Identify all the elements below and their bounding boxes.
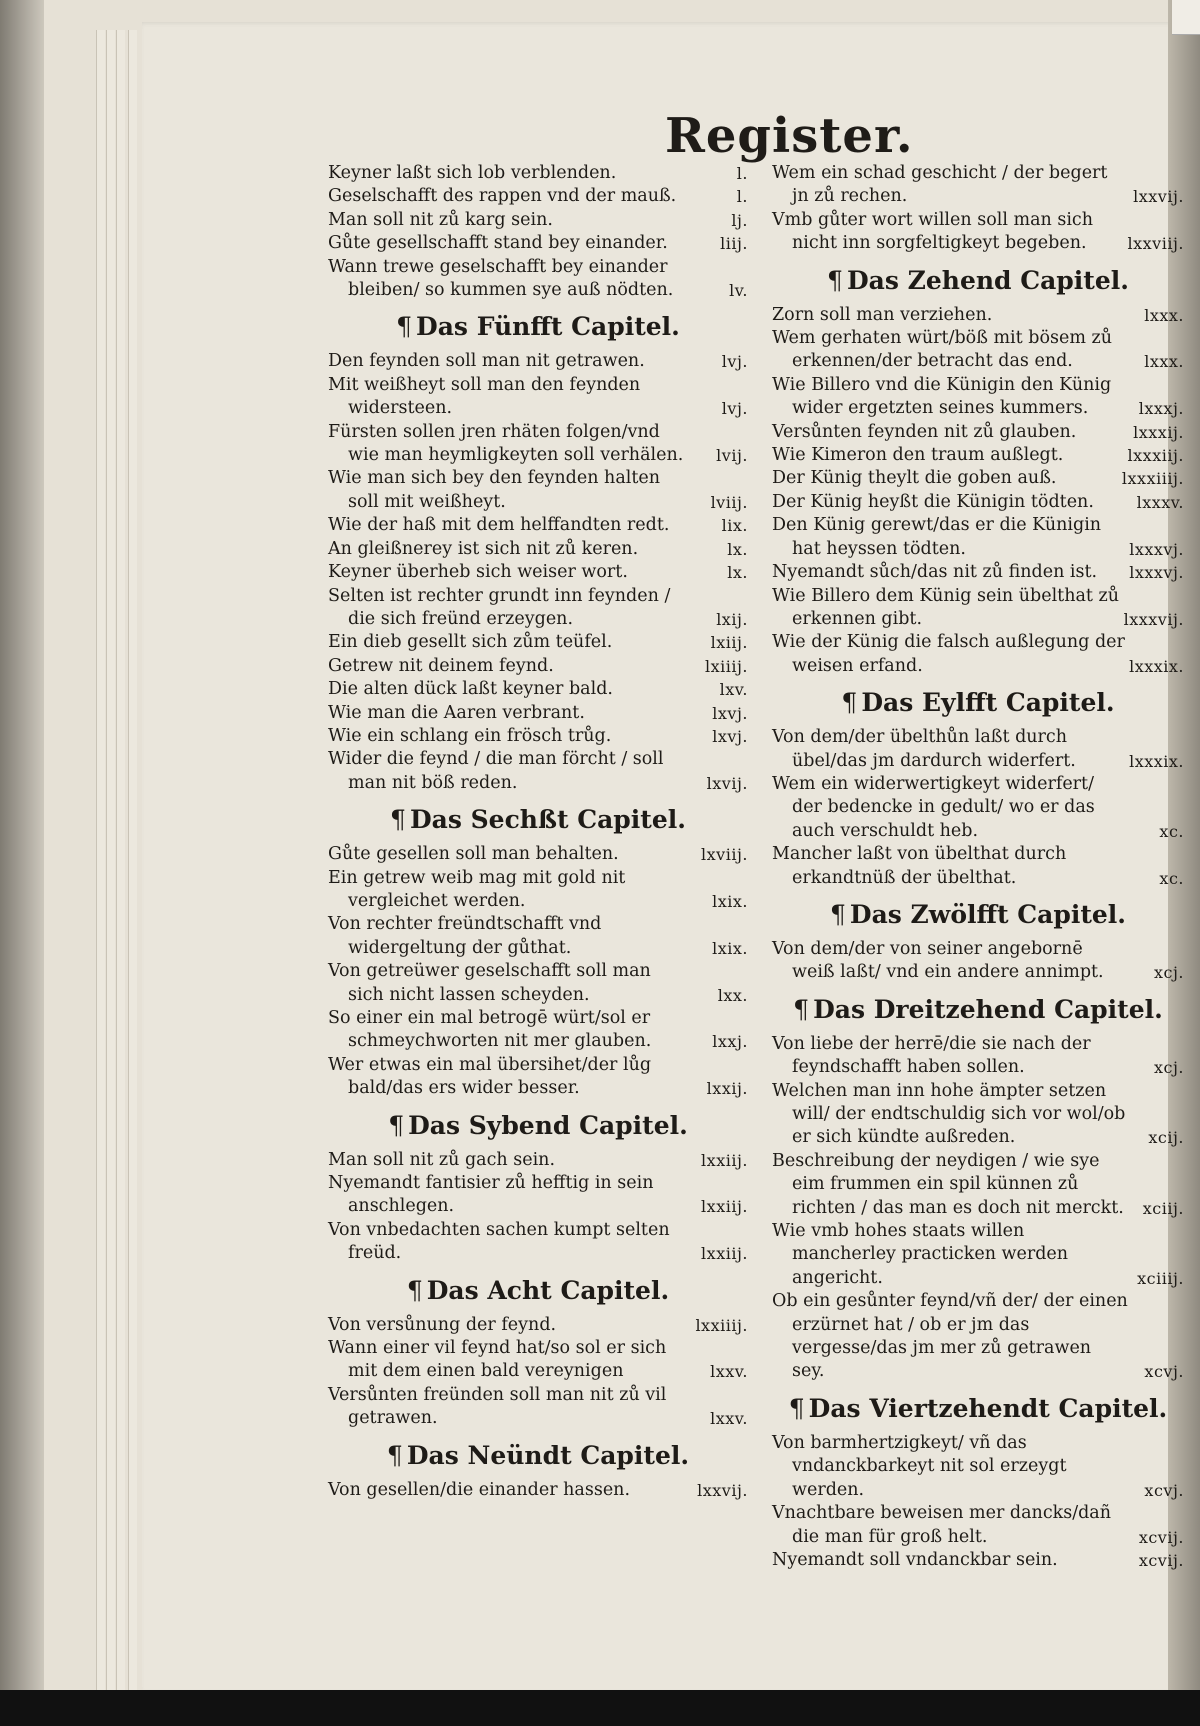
folio-number: lviij. (710, 492, 748, 512)
register-entry (328, 1314, 748, 1337)
entry-text: Nyemandt soll vndanckbar sein. (772, 1549, 1058, 1570)
entry-text: Wie der Künig die falsch außlegung der weisen erfand. (772, 632, 1125, 676)
folio-number: liij. (720, 234, 748, 254)
folio-number: lx. (727, 539, 748, 559)
chapter-heading (328, 1276, 748, 1305)
folio-number: xc. (1159, 821, 1184, 841)
entry-text: Wie ein schlang ein frösch trůg. (328, 725, 612, 746)
folio-number: xc. (1159, 868, 1184, 888)
register-entry (328, 867, 748, 914)
folio-number: lxviij. (701, 845, 748, 865)
leaf-edge (128, 30, 137, 1690)
entry-text: Wie Billero dem Künig sein übelthat zů erkennen gibt. (772, 585, 1119, 629)
register-entry (772, 561, 1184, 584)
entry-text: Fürsten sollen jren rhäten folgen/vnd wie man heymligkeyten soll verhälen. (328, 421, 684, 466)
folio-number: lxxij. (706, 1079, 748, 1099)
register-entry (328, 1479, 748, 1502)
register-entry (772, 514, 1184, 561)
entry-text: Die alten dück laßt keyner bald. (328, 679, 613, 700)
book-cover-edge (0, 0, 50, 1726)
leaf-edge (106, 30, 115, 1690)
register-entry (328, 185, 748, 208)
folio-number: lxxxix. (1129, 751, 1184, 771)
register-entry (772, 631, 1184, 678)
chapter-heading (772, 900, 1184, 929)
entry-text: Der Künig heyßt die Künigin tödten. (772, 491, 1094, 512)
folio-number: xcj. (1153, 1058, 1184, 1078)
entry-text: Versůnten freünden soll man nit zů vil getrawen. (328, 1384, 667, 1429)
folio-number: lxix. (712, 938, 748, 958)
chapter-heading-text: Das Viertzehendt Capitel. (808, 1393, 1168, 1423)
chapter-heading (328, 1441, 748, 1470)
entry-text: Wider die feynd / die man förcht / soll man nit böß reden. (328, 749, 664, 793)
register-entry (772, 327, 1184, 374)
folio-number: lv. (729, 281, 748, 301)
pilcrow-icon: ¶ (793, 994, 810, 1024)
folio-number: xcvj. (1144, 1362, 1184, 1382)
register-entry (328, 514, 748, 537)
register-entry (328, 1172, 748, 1219)
chapter-heading-text: Das Eylfft Capitel. (861, 688, 1115, 718)
chapter-heading-text: Das Acht Capitel. (426, 1275, 670, 1305)
entry-text: Geselschafft des rappen vnd der mauß. (328, 186, 677, 207)
folio-number: lxxvij. (697, 1480, 748, 1500)
folio-number: lxxiij. (701, 1244, 748, 1264)
entry-text: Selten ist rechter grundt inn feynden / die sich freünd erzeygen. (328, 585, 671, 629)
register-entry (328, 1054, 748, 1101)
folio-number: lj. (731, 210, 748, 230)
chapter-heading-text: Das Zwölfft Capitel. (849, 899, 1126, 929)
entry-text: Gůte gesellen soll man behalten. (328, 844, 619, 865)
entry-text: Von dem/der von seiner angebornē weiß laßt/ vnd ein andere annimpt. (772, 938, 1104, 983)
folio-number: lxxx. (1144, 352, 1184, 372)
entry-text: Welchen man inn hohe ämpter setzen will/ der endtschuldig sich vor wol/ob er sich kündte außreden. (772, 1080, 1126, 1148)
register-entry (772, 421, 1184, 444)
entry-text: Von vnbedachten sachen kumpt selten freüd. (328, 1219, 670, 1264)
entry-text: Mit weißheyt soll man den feynden widersteen. (328, 374, 641, 419)
folio-number: lxxxvj. (1129, 539, 1184, 559)
register-entry (772, 843, 1184, 890)
register-entry (328, 960, 748, 1007)
register-entry (328, 655, 748, 678)
folio-number: lxxx. (1144, 305, 1184, 325)
pilcrow-icon: ¶ (841, 688, 858, 718)
register-entry (328, 421, 748, 468)
register-entry (328, 209, 748, 232)
entry-text: Beschreibung der neydigen / wie sye eim frummen ein spil künnen zů richten / das man es doch nit merckt. (772, 1150, 1124, 1218)
pilcrow-icon: ¶ (827, 265, 843, 295)
pilcrow-icon: ¶ (388, 1110, 405, 1140)
entry-text: Von liebe der herrē/die sie nach der feyndschafft haben sollen. (772, 1033, 1091, 1078)
entry-text: So einer ein mal betrogē würt/sol er schmeychworten nit mer glauben. (328, 1008, 652, 1052)
folio-number: l. (736, 187, 748, 207)
left-column (328, 162, 748, 1502)
register-entry (772, 1549, 1184, 1572)
running-head: Register. (665, 108, 914, 164)
corner-tab (1172, 0, 1200, 35)
folio-number: xciiij. (1137, 1268, 1184, 1288)
register-entry (328, 256, 748, 303)
folio-number: lix. (721, 516, 748, 536)
entry-text: Wie man sich bey den feynden halten soll mit weißheyt. (328, 468, 661, 512)
entry-text: Man soll nit zů gach sein. (328, 1149, 556, 1170)
register-entry (772, 938, 1184, 985)
entry-text: Zorn soll man verziehen. (772, 304, 993, 325)
pilcrow-icon: ¶ (788, 1393, 805, 1423)
entry-text: Wer etwas ein mal übersihet/der lůg bald/das ers wider besser. (328, 1054, 652, 1099)
folio-number: lxxiiij. (695, 1315, 748, 1335)
register-entry (328, 374, 748, 421)
chapter-heading (328, 312, 748, 341)
register-entry (772, 162, 1184, 209)
entry-text: Wie Billero vnd die Künigin den Künig wider ergetzten seines kummers. (772, 374, 1112, 419)
register-entry (328, 1384, 748, 1431)
entry-text: Ob ein gesůnter feynd/vñ der/ der einen erzürnet hat / ob er jm das vergesse/das jm mer zů getrawen sey. (772, 1291, 1128, 1382)
register-entry (328, 350, 748, 373)
entry-text: Der Künig theylt die goben auß. (772, 468, 1057, 489)
chapter-heading (328, 805, 748, 834)
entry-text: Getrew nit deinem feynd. (328, 655, 554, 676)
folio-number: xcvij. (1138, 1550, 1184, 1570)
register-entry (328, 467, 748, 514)
folio-number: lxxv. (710, 1409, 748, 1429)
register-entry (772, 1080, 1184, 1150)
folio-number: lxix. (712, 891, 748, 911)
register-entry (328, 1337, 748, 1384)
folio-number: lx. (727, 563, 748, 583)
entry-text: An gleißnerey ist sich nit zů keren. (328, 538, 639, 559)
register-entry (328, 678, 748, 701)
folio-number: lxij. (716, 609, 748, 629)
entry-text: Von rechter freündtschafft vnd widergeltung der gůthat. (328, 914, 602, 958)
chapter-heading (772, 688, 1184, 717)
entry-text: Den Künig gerewt/das er die Künigin hat heyssen tödten. (772, 515, 1102, 559)
folio-number: lxxxiiij. (1121, 469, 1184, 489)
folio-number: xcvij. (1138, 1527, 1184, 1547)
folio-number: xciij. (1142, 1198, 1184, 1218)
folio-number: lxxj. (712, 1032, 748, 1052)
folio-number: lvj. (721, 352, 748, 372)
register-entry (772, 1432, 1184, 1502)
entry-text: Ein getrew weib mag mit gold nit vergleichet werden. (328, 867, 626, 911)
register-entry (772, 726, 1184, 773)
folio-number: lxiiij. (704, 656, 748, 676)
register-entry (772, 773, 1184, 843)
leaf-edge (96, 30, 105, 1690)
folio-number: lxvj. (712, 703, 748, 723)
pilcrow-icon: ¶ (396, 312, 413, 342)
folio-number: xcvj. (1144, 1480, 1184, 1500)
register-entry (772, 467, 1184, 490)
entry-text: Von gesellen/die einander hassen. (328, 1479, 631, 1500)
chapter-heading (772, 995, 1184, 1024)
entry-text: Wem ein widerwertigkeyt widerfert/ der bedencke in gedult/ wo er das auch verschuldt heb. (772, 773, 1095, 841)
entry-text: Nyemandt fantisier zů hefftig in sein anschlegen. (328, 1173, 654, 1217)
register-entry (328, 913, 748, 960)
folio-number: lxxxiij. (1127, 446, 1184, 466)
register-entry (772, 444, 1184, 467)
register-entry (328, 1219, 748, 1266)
entry-text: Nyemandt sůch/das nit zů finden ist. (772, 562, 1098, 583)
entry-text: Wie vmb hohes staats willen mancherley practicken werden angericht. (772, 1221, 1069, 1288)
chapter-heading-text: Das Fünfft Capitel. (416, 312, 680, 342)
entry-text: Wie Kimeron den traum außlegt. (772, 445, 1064, 466)
pilcrow-icon: ¶ (406, 1275, 423, 1305)
register-entry (772, 491, 1184, 514)
folio-number: lxxiij. (701, 1150, 748, 1170)
chapter-heading (772, 1394, 1184, 1423)
folio-number: lxxviij. (1127, 234, 1184, 254)
register-entry (328, 585, 748, 632)
right-column (772, 162, 1184, 1572)
entry-text: Keyner überheb sich weiser wort. (328, 562, 628, 583)
register-entry (772, 304, 1184, 327)
entry-text: Wem gerhaten würt/böß mit bösem zů erkennen/der betracht das end. (772, 328, 1112, 372)
register-entry (772, 1220, 1184, 1290)
folio-number: lxiij. (710, 633, 748, 653)
folio-number: lxxiij. (701, 1197, 748, 1217)
folio-number: lxxv. (710, 1362, 748, 1382)
register-entry (328, 725, 748, 748)
chapter-heading (772, 266, 1184, 295)
register-entry (328, 702, 748, 725)
register-entry (772, 209, 1184, 256)
folio-number: lvj. (721, 399, 748, 419)
chapter-heading-text: Das Sechßt Capitel. (409, 805, 686, 835)
entry-text: Versůnten feynden nit zů glauben. (772, 421, 1077, 442)
entry-text: Von barmhertzigkeyt/ vñ das vndanckbarkeyt nit sol erzeygt werden. (772, 1432, 1067, 1500)
folio-number: lxxxij. (1133, 422, 1184, 442)
entry-text: Ein dieb gesellt sich zům teüfel. (328, 632, 613, 653)
chapter-heading-text: Das Sybend Capitel. (408, 1110, 688, 1140)
entry-text: Vnachtbare beweisen mer dancks/dañ die man für groß helt. (772, 1503, 1112, 1547)
folio-number: lxx. (717, 985, 748, 1005)
register-entry (772, 1150, 1184, 1220)
entry-text: Gůte gesellschafft stand bey einander. (328, 233, 668, 254)
folio-number: lxxvij. (1133, 187, 1184, 207)
folio-number: lxxxix. (1129, 656, 1184, 676)
entry-text: Man soll nit zů karg sein. (328, 209, 553, 230)
entry-text: Keyner laßt sich lob verblenden. (328, 163, 617, 183)
pilcrow-icon: ¶ (390, 805, 406, 835)
register-entry (328, 1007, 748, 1054)
entry-text: Wann einer vil feynd hat/so sol er sich mit dem einen bald vereynigen (328, 1338, 667, 1382)
folio-number: lxvij. (706, 773, 748, 793)
folio-number: lxxxvj. (1129, 563, 1184, 583)
register-entry (772, 1290, 1184, 1384)
entry-text: Den feynden soll man nit getrawen. (328, 351, 645, 372)
register-entry (328, 843, 748, 866)
folio-number: lxxxj. (1138, 399, 1184, 419)
register-entry (772, 585, 1184, 632)
entry-text: Wie der haß mit dem helffandten redt. (328, 515, 670, 536)
entry-text: Von getreüwer geselschafft soll man sich nicht lassen scheyden. (328, 961, 651, 1005)
entry-text: Von dem/der übelthůn laßt durch übel/das jm dardurch widerfert. (772, 727, 1076, 771)
entry-text: Wie man die Aaren verbrant. (328, 702, 585, 723)
register-entry (328, 1149, 748, 1172)
entry-text: Wem ein schad geschicht / der begert jn zů rechen. (772, 163, 1108, 207)
entry-text: Von versůnung der feynd. (328, 1314, 557, 1335)
register-entry (328, 232, 748, 255)
bottom-shadow (0, 1690, 1200, 1726)
register-entry (772, 1502, 1184, 1549)
chapter-heading (328, 1111, 748, 1140)
folio-number: lxxxv. (1136, 492, 1184, 512)
folio-number: lvij. (716, 446, 748, 466)
pilcrow-icon: ¶ (386, 1440, 403, 1470)
register-entry (772, 374, 1184, 421)
chapter-heading-text: Das Dreitzehend Capitel. (813, 994, 1163, 1024)
folio-number: xcj. (1153, 963, 1184, 983)
folio-number: lxvj. (712, 726, 748, 746)
folio-number: lxxxvij. (1123, 609, 1184, 629)
register-entry (772, 1033, 1184, 1080)
folio-number: xcij. (1148, 1128, 1184, 1148)
register-entry (328, 538, 748, 561)
leaf-edge (116, 30, 125, 1690)
folio-number: lxv. (719, 680, 748, 700)
entry-text: Vmb gůter wort willen soll man sich nicht inn sorgfeltigkeyt begeben. (772, 209, 1094, 254)
register-entry (328, 162, 748, 185)
entry-text: Mancher laßt von übelthat durch erkandtnüß der übelthat. (772, 844, 1067, 888)
chapter-heading-text: Das Neündt Capitel. (406, 1440, 690, 1470)
register-entry (328, 748, 748, 795)
folio-number: l. (736, 164, 748, 183)
register-entry (328, 631, 748, 654)
register-entry (328, 561, 748, 584)
pilcrow-icon: ¶ (829, 899, 846, 929)
chapter-heading-text: Das Zehend Capitel. (846, 265, 1129, 295)
entry-text: Wann trewe geselschafft bey einander bleiben/ so kummen sye auß nödten. (328, 256, 674, 301)
